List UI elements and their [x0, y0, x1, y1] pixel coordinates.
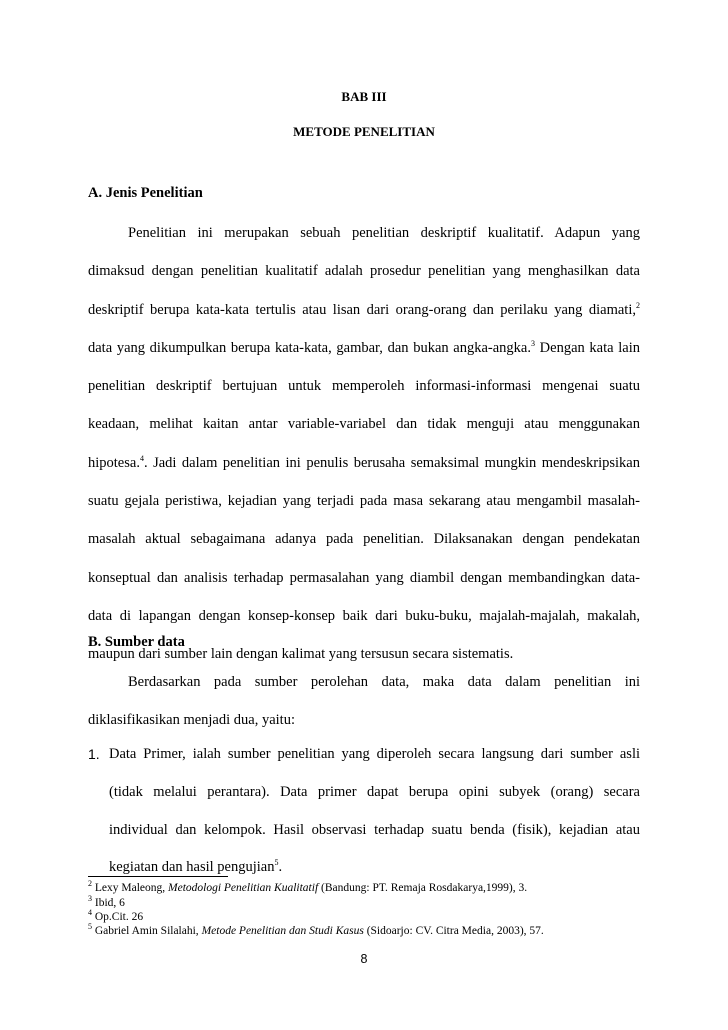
- list-number: 1.: [88, 746, 100, 762]
- footnote-ref: 2: [636, 300, 640, 310]
- footnote-3: $^3$ Ibid, 6: [88, 894, 125, 909]
- list-line: individual dan kelompok. Hasil observasi terhadap suatu benda (fisik), kejadian atau: [109, 821, 640, 838]
- footnote-separator: [88, 876, 228, 877]
- footnote-ref: 3: [531, 339, 535, 349]
- page-number: 8: [360, 952, 368, 966]
- paragraph-line: konseptual dan analisis terhadap permasalahan yang diambil dengan membandingkan data-: [88, 569, 640, 586]
- paragraph-line: data di lapangan dengan konsep-konsep baik dari buku-buku, majalah-majalah, makalah,: [88, 607, 640, 624]
- paragraph-line: penelitian deskriptif bertujuan untuk memperoleh informasi-informasi mengenai suatu: [88, 378, 640, 395]
- paragraph-line: Berdasarkan pada sumber perolehan data, maka data dalam penelitian ini: [128, 674, 640, 690]
- paragraph-line: diklasifikasikan menjadi dua, yaitu:: [88, 712, 295, 729]
- section-a-heading: A. Jenis Penelitian: [88, 185, 203, 201]
- paragraph-line: suatu gejala peristiwa, kejadian yang terjadi pada masa sekarang atau mengambil masalah-: [88, 493, 640, 510]
- footnote-ref: 4: [139, 453, 144, 463]
- paragraph-line: masalah aktual sebagaimana adanya pada penelitian. Dilaksanakan dengan pendekatan: [88, 531, 640, 548]
- section-b-heading: B. Sumber data: [88, 634, 185, 650]
- paragraph-line: maupun dari sumber lain dengan kalimat yang tersusun secara sistematis.: [88, 646, 514, 663]
- list-line: kegiatan dan hasil pengujian$^5$.: [109, 858, 283, 876]
- section-b-paragraph: [88, 663, 640, 740]
- paragraph-line: keadaan, melihat kaitan antar variable-variabel dan tidak menguji atau menggunakan: [88, 416, 640, 433]
- paragraph-line: hipotesa.$^4$. Jadi dalam penelitian ini penulis berusaha semaksimal mungkin mendeskripsikan: [88, 453, 640, 471]
- list-line: (tidak melalui perantara). Data primer dapat berupa opini subyek (orang) secara: [109, 783, 640, 800]
- footnote-4: $^4$ Op.Cit. 26: [88, 908, 144, 923]
- list-line: Data Primer, ialah sumber penelitian yang diperoleh secara langsung dari sumber asli: [109, 746, 640, 762]
- paragraph-line: Penelitian ini merupakan sebuah penelitian deskriptif kualitatif. Adapun yang: [128, 225, 640, 241]
- chapter-title: METODE PENELITIAN: [293, 124, 435, 139]
- footnote-ref: 5: [274, 858, 279, 868]
- footnote-5: $^5$ Gabriel Amin Silalahi, Metode Penelitian dan Studi Kasus (Sidoarjo: CV. Citra Media, 2003), 57.: [88, 922, 544, 937]
- footnote-2: $^2$ Lexy Maleong, Metodologi Penelitian Kualitatif (Bandung: PT. Remaja Rosdakarya,1999), 3.: [88, 879, 528, 894]
- paragraph-line: deskriptif berupa kata-kata tertulis atau lisan dari orang-orang dan perilaku yang diamati,$^2$: [88, 300, 640, 318]
- paragraph-line: dimaksud dengan penelitian kualitatif adalah prosedur penelitian yang menghasilkan data: [88, 263, 640, 280]
- section-a-paragraph: [88, 214, 640, 674]
- list-item-data-primer: [88, 736, 640, 887]
- chapter-number: BAB III: [341, 89, 387, 104]
- paragraph-line: data yang dikumpulkan berupa kata-kata, gambar, dan bukan angka-angka.$^3$ Dengan kata lain: [88, 339, 640, 356]
